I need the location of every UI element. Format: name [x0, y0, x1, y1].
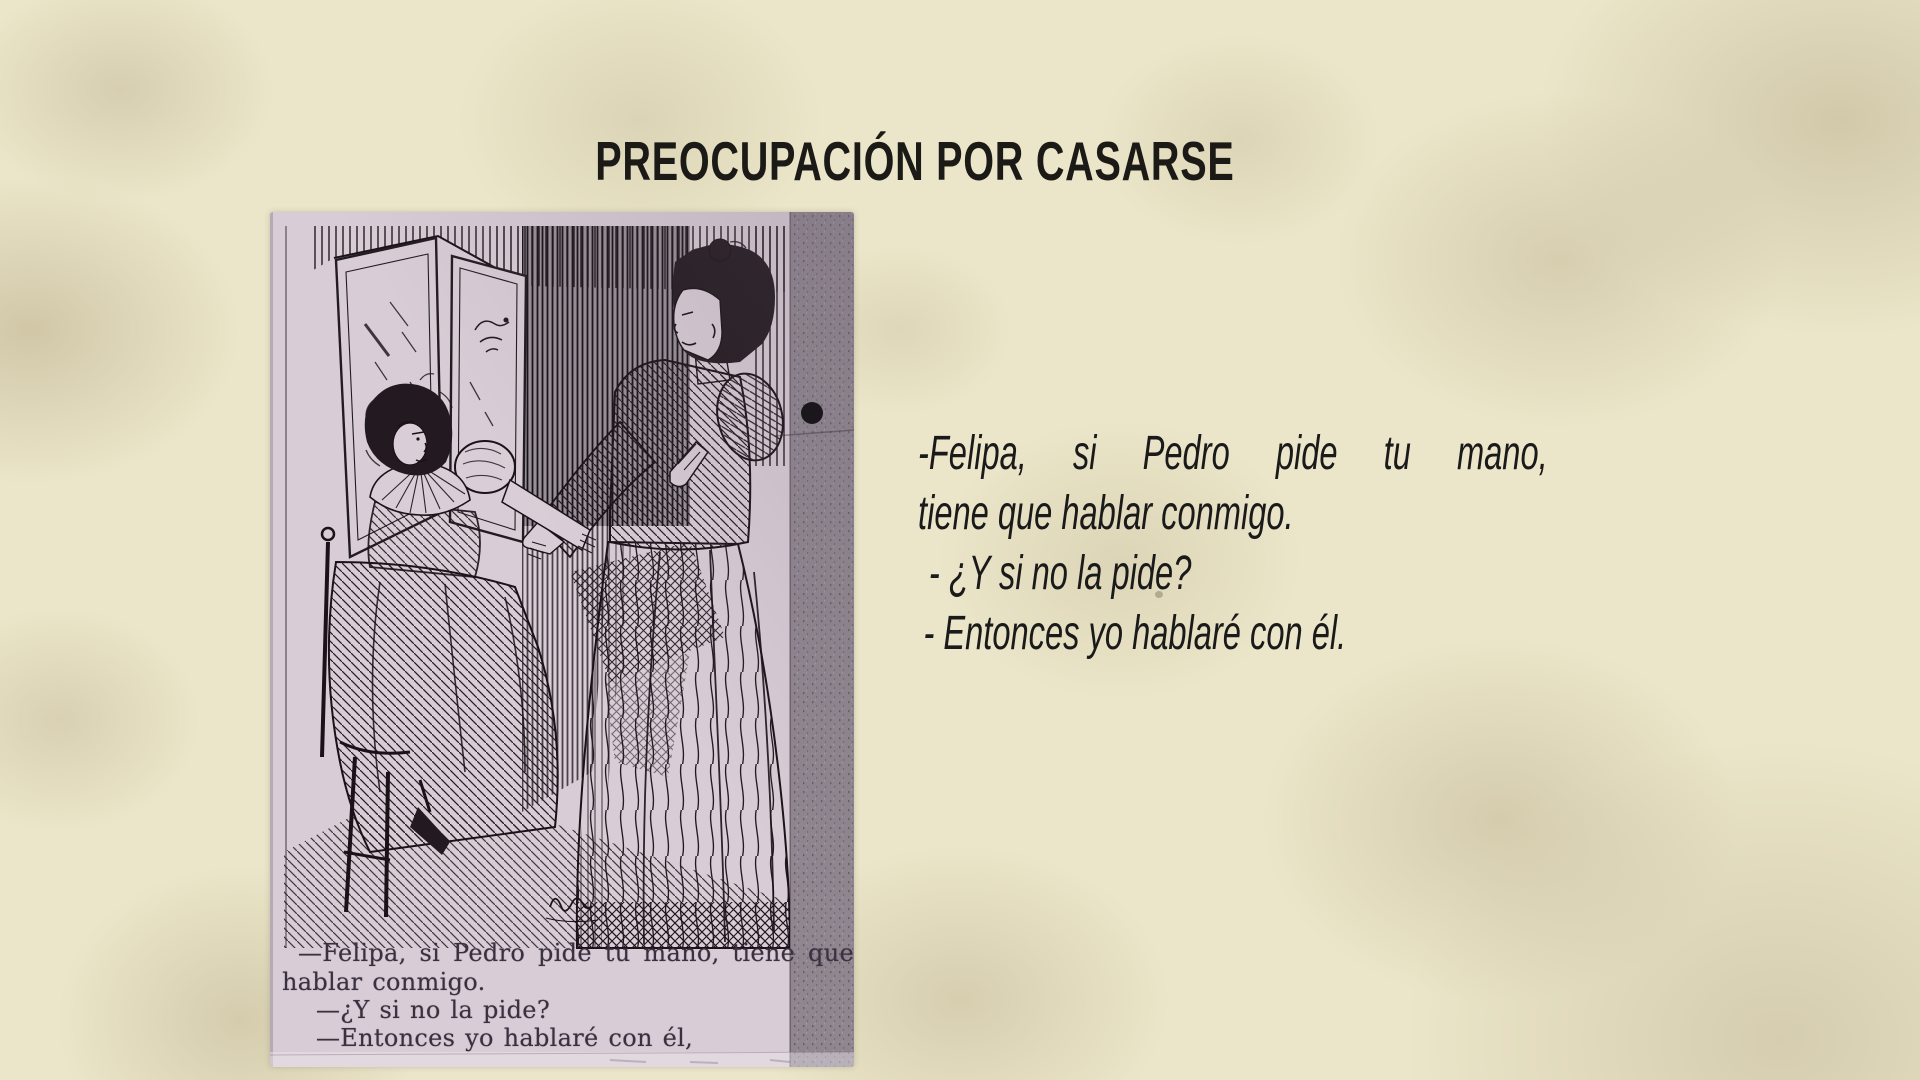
page-title-text: PREOCUPACIÓN POR CASARSE — [595, 130, 1235, 192]
dialog-line: tiene que hablar conmigo. — [918, 487, 1294, 540]
dialog-line: - ¿Y si no la pide? — [928, 547, 1192, 600]
engraving-caption-line: hablar conmigo. — [282, 968, 486, 996]
page-title — [420, 130, 1410, 192]
engraving-caption-line: —Felipa, si Pedro pide tu mano, tiene que — [298, 939, 854, 967]
illustration-image — [270, 212, 854, 1067]
engraving-caption-line: —Entonces yo hablaré con él, — [316, 1024, 694, 1052]
dialog-line: -Felipa, si Pedro pide tu mano, — [918, 427, 1548, 480]
paper-speck — [1155, 591, 1163, 598]
dialog-line: - Entonces yo hablaré con él. — [923, 607, 1347, 660]
engraving-caption-line: —¿Y si no la pide? — [316, 996, 550, 1024]
dialog-text — [918, 424, 1548, 664]
